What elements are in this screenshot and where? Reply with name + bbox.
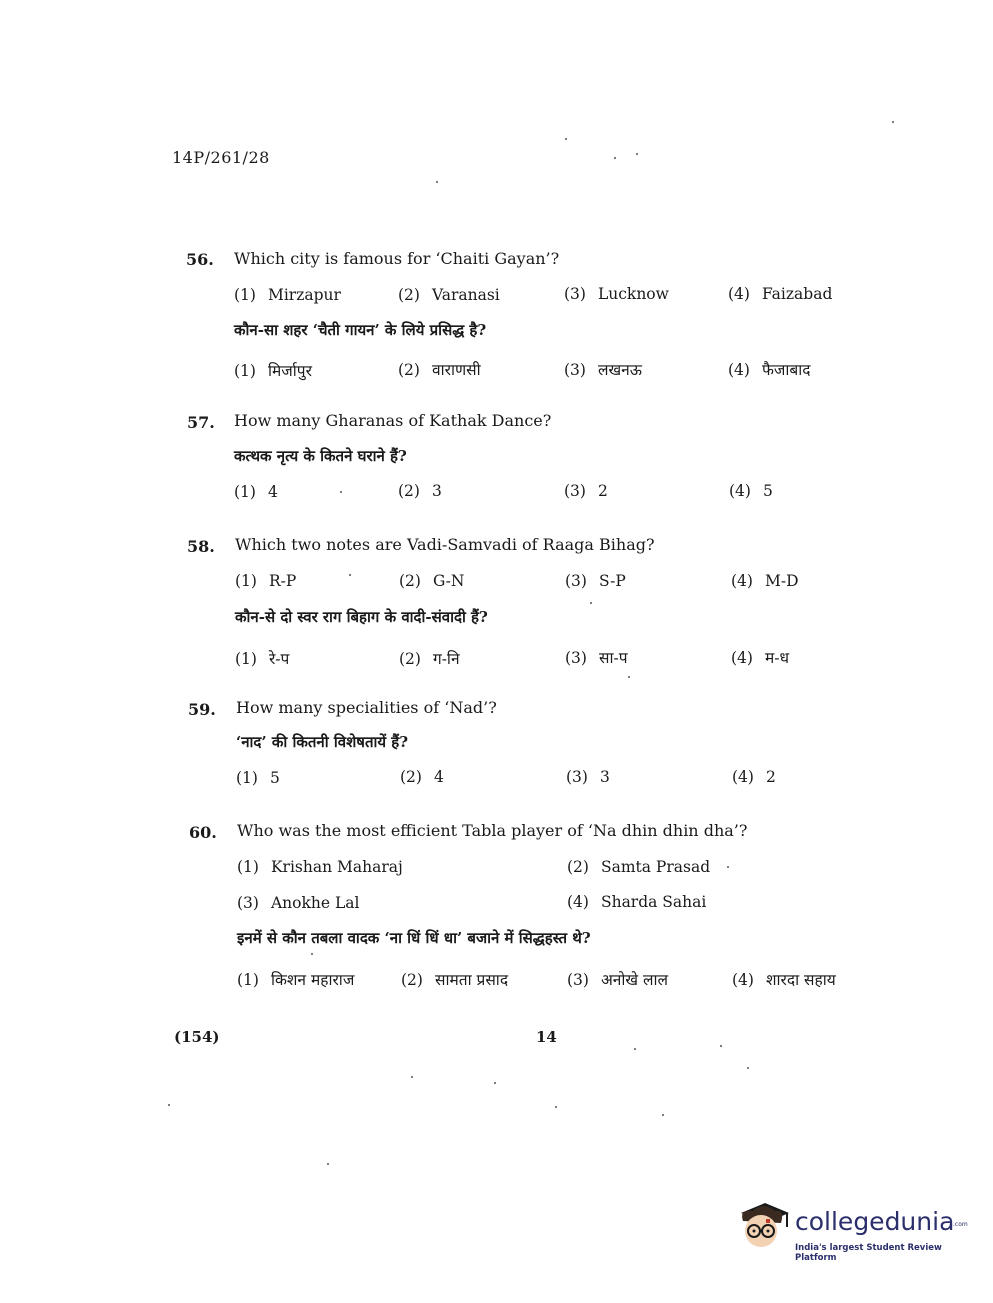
option-number: (4) bbox=[731, 572, 753, 590]
question-number: 57. bbox=[187, 413, 215, 432]
page-number: 14 bbox=[536, 1028, 557, 1046]
option-number: (3) bbox=[565, 649, 587, 667]
option bbox=[728, 358, 811, 380]
option-number: (3) bbox=[567, 971, 589, 989]
option bbox=[731, 572, 799, 590]
option-text: M-D bbox=[764, 572, 799, 590]
option-number: (2) bbox=[398, 361, 420, 379]
option-text: S-P bbox=[598, 572, 626, 590]
scan-speck bbox=[636, 153, 638, 155]
option-text: फैजाबाद bbox=[761, 361, 811, 379]
option-text: ग-नि bbox=[432, 650, 460, 668]
option-text: 4 bbox=[267, 483, 278, 501]
option-number: (3) bbox=[564, 361, 586, 379]
option-text: Varanasi bbox=[431, 286, 500, 304]
logo-suffix: .com bbox=[953, 1221, 968, 1228]
option-number: (4) bbox=[732, 768, 754, 786]
option-number: (2) bbox=[398, 286, 420, 304]
option-number: (2) bbox=[567, 858, 589, 876]
question-text-hindi: कत्थक नृत्य के कितने घराने हैं? bbox=[234, 447, 407, 465]
option-number: (3) bbox=[566, 768, 588, 786]
option-number: (4) bbox=[728, 285, 750, 303]
option-text: 3 bbox=[599, 768, 610, 786]
logo-name: collegedunia bbox=[795, 1207, 955, 1236]
option bbox=[235, 572, 296, 590]
option-number: (4) bbox=[732, 971, 754, 989]
question-text-hindi: कौन-से दो स्वर राग बिहाग के वादी-संवादी हैं? bbox=[235, 608, 488, 626]
option-number: (2) bbox=[399, 650, 421, 668]
option bbox=[400, 768, 444, 786]
option bbox=[567, 968, 668, 990]
option-text: Samta Prasad bbox=[600, 858, 711, 876]
scan-speck bbox=[340, 491, 342, 493]
option-text: किशन महाराज bbox=[270, 971, 355, 989]
logo-tagline: India's largest Student Review Platform bbox=[795, 1243, 942, 1263]
option bbox=[235, 647, 289, 669]
option bbox=[401, 968, 508, 990]
option bbox=[399, 572, 464, 590]
option bbox=[398, 358, 481, 380]
question-text: Who was the most efficient Tabla player of ‘Na dhin dhin dha’? bbox=[237, 821, 748, 840]
option bbox=[566, 768, 610, 786]
option bbox=[567, 893, 706, 911]
option bbox=[234, 286, 341, 304]
option-number: (1) bbox=[237, 971, 259, 989]
option-text: वाराणसी bbox=[431, 361, 481, 379]
option-number: (3) bbox=[565, 572, 587, 590]
scan-speck bbox=[565, 138, 567, 140]
option-text: R-P bbox=[268, 572, 297, 590]
option-number: (3) bbox=[564, 285, 586, 303]
option bbox=[732, 968, 836, 990]
mascot-icon bbox=[735, 1197, 791, 1261]
option bbox=[234, 359, 312, 381]
option-number: (4) bbox=[731, 649, 753, 667]
scan-speck bbox=[727, 866, 729, 868]
option-text: Sharda Sahai bbox=[600, 893, 707, 911]
question-text: Which two notes are Vadi-Samvadi of Raaga Bihag? bbox=[235, 535, 655, 554]
option bbox=[729, 482, 773, 500]
scan-speck bbox=[634, 1048, 636, 1050]
option-number: (4) bbox=[567, 893, 589, 911]
option bbox=[728, 285, 832, 303]
question-number: 59. bbox=[188, 700, 216, 719]
option bbox=[564, 358, 642, 380]
question-text-hindi: इनमें से कौन तबला वादक ‘ना धिं धिं धा’ बजाने में सिद्धहस्त थे? bbox=[237, 929, 591, 947]
option-text: 4 bbox=[433, 768, 444, 786]
scan-speck bbox=[311, 953, 313, 955]
scan-speck bbox=[747, 1067, 749, 1069]
question-text-hindi: ‘नाद’ की कितनी विशेषतायें हैं? bbox=[236, 733, 409, 751]
option-number: (2) bbox=[398, 482, 420, 500]
scan-speck bbox=[628, 676, 630, 678]
option bbox=[565, 572, 626, 590]
scan-speck bbox=[168, 1104, 170, 1106]
option-text: अनोखे लाल bbox=[600, 971, 669, 989]
option bbox=[732, 768, 776, 786]
option-text: Mirzapur bbox=[267, 286, 341, 304]
question-text: How many specialities of ‘Nad’? bbox=[236, 698, 497, 717]
scan-speck bbox=[494, 1082, 496, 1084]
option-text: 2 bbox=[597, 482, 608, 500]
option-number: (1) bbox=[236, 769, 258, 787]
option-number: (1) bbox=[235, 572, 257, 590]
option-number: (4) bbox=[728, 361, 750, 379]
option-number: (1) bbox=[234, 483, 256, 501]
option bbox=[237, 968, 354, 990]
option bbox=[237, 894, 359, 912]
option-number: (1) bbox=[237, 858, 259, 876]
option-number: (3) bbox=[564, 482, 586, 500]
option bbox=[236, 769, 280, 787]
option-text: 2 bbox=[765, 768, 776, 786]
footer-code: (154) bbox=[174, 1028, 220, 1046]
option-number: (1) bbox=[234, 286, 256, 304]
option-number: (2) bbox=[401, 971, 423, 989]
option-number: (1) bbox=[235, 650, 257, 668]
option bbox=[567, 858, 710, 876]
option-text: G-N bbox=[432, 572, 465, 590]
option-text: Krishan Maharaj bbox=[270, 858, 403, 876]
question-text: Which city is famous for ‘Chaiti Gayan’? bbox=[234, 249, 560, 268]
option-number: (2) bbox=[400, 768, 422, 786]
option-text: शारदा सहाय bbox=[765, 971, 836, 989]
option-text: लखनऊ bbox=[597, 361, 642, 379]
option bbox=[565, 646, 628, 668]
option bbox=[731, 646, 789, 668]
scan-speck bbox=[892, 121, 894, 123]
option-text: मिर्जापुर bbox=[267, 362, 312, 380]
option-number: (1) bbox=[234, 362, 256, 380]
scan-speck bbox=[590, 602, 592, 604]
option bbox=[237, 858, 403, 876]
option-number: (3) bbox=[237, 894, 259, 912]
scan-speck bbox=[720, 1045, 722, 1047]
question-number: 58. bbox=[187, 537, 215, 556]
scan-speck bbox=[436, 181, 438, 183]
paper-code: 14P/261/28 bbox=[172, 148, 270, 167]
option-text: म-ध bbox=[764, 649, 790, 667]
question-number: 60. bbox=[189, 823, 217, 842]
question-text-hindi: कौन-सा शहर ‘चैती गायन’ के लिये प्रसिद्ध है? bbox=[234, 321, 487, 339]
option-text: सा-प bbox=[598, 649, 628, 667]
question-text: How many Gharanas of Kathak Dance? bbox=[234, 411, 552, 430]
option-text: Lucknow bbox=[597, 285, 669, 303]
option-text: Faizabad bbox=[761, 285, 833, 303]
option-number: (4) bbox=[729, 482, 751, 500]
scan-speck bbox=[662, 1114, 664, 1116]
scan-speck bbox=[327, 1163, 329, 1165]
option-number: (2) bbox=[399, 572, 421, 590]
option-text: सामता प्रसाद bbox=[434, 971, 509, 989]
collegedunia-logo bbox=[735, 1195, 968, 1267]
option bbox=[564, 285, 669, 303]
option bbox=[234, 483, 278, 501]
option bbox=[564, 482, 608, 500]
option-text: रे-प bbox=[268, 650, 290, 668]
option-text: Anokhe Lal bbox=[270, 894, 360, 912]
scan-speck bbox=[614, 157, 616, 159]
scan-speck bbox=[349, 574, 351, 576]
option-text: 5 bbox=[269, 769, 280, 787]
option bbox=[398, 482, 442, 500]
scan-speck bbox=[411, 1076, 413, 1078]
option bbox=[398, 286, 500, 304]
option bbox=[399, 647, 460, 669]
option-text: 3 bbox=[431, 482, 442, 500]
scan-speck bbox=[555, 1106, 557, 1108]
question-number: 56. bbox=[186, 250, 214, 269]
option-text: 5 bbox=[762, 482, 773, 500]
